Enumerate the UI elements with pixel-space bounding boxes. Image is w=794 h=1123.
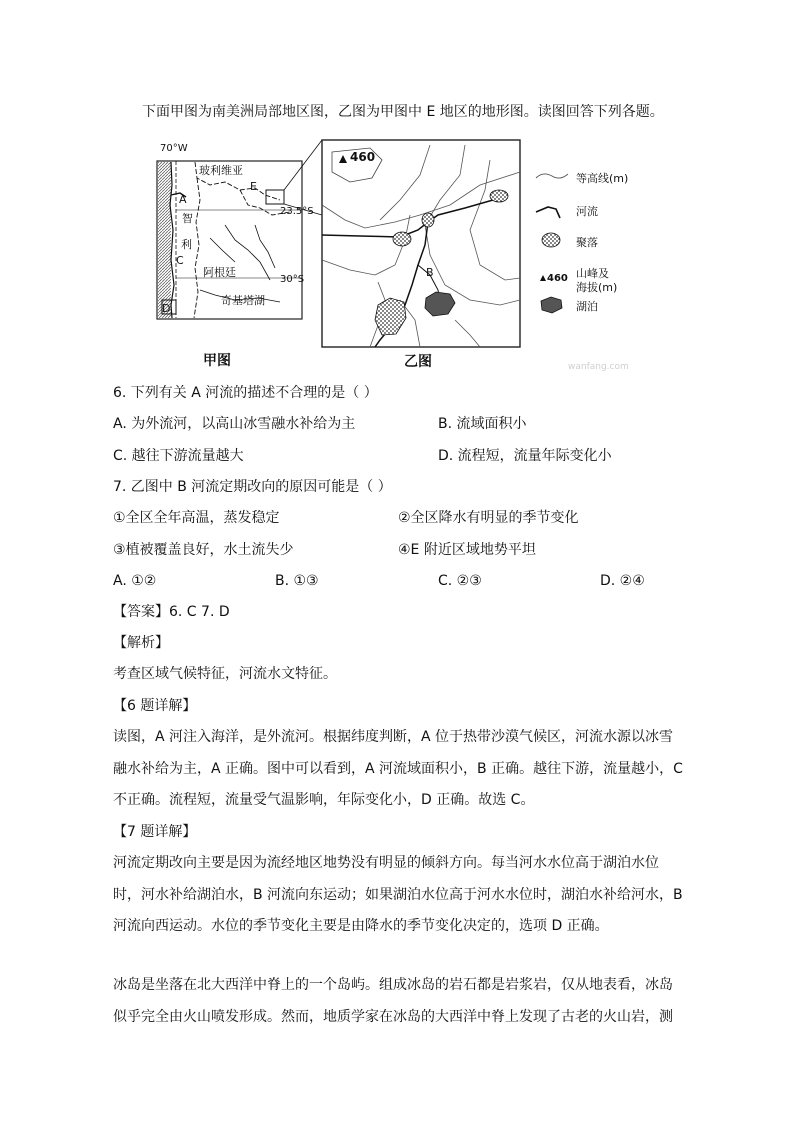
- q7-option-c: C. ②③: [438, 573, 482, 589]
- label-23-5s: 23.5°S: [280, 206, 314, 217]
- zoom-line-top: [284, 140, 322, 190]
- legend-settlement-label: 聚落: [576, 236, 598, 249]
- peak-triangle: [339, 155, 347, 163]
- q6-detail-text: 读图，A 河注入海洋，是外流河。根据纬度判断，A 位于热带沙漠气候区，河流水源以冰雪融水补给为主，A 正确。图中可以看到，A 河流域面积小，B 正确。越往下游，流量越小，C 不正确。流程短，流量受气温影响，年际变化小，D 正确。故选 C。: [113, 729, 683, 808]
- q6-option-c: C. 越往下游流量越大: [113, 448, 244, 464]
- label-peak-460: 460: [350, 150, 376, 164]
- q7-detail-text: 河流定期改向主要是因为流经地区地势没有明显的倾斜方向。每当河水水位高于湖泊水位时，河水补给湖泊水，B 河流向东运动；如果湖泊水位高于河水水位时，湖泊水补给河水，B 河流向西运动。水位的季节变化主要是由降水的季节变化决定的，选项 D 正确。: [113, 855, 683, 934]
- contour-2: [380, 145, 430, 220]
- legend: [536, 174, 568, 313]
- label-bolivia: 玻利维亚: [199, 164, 243, 177]
- legend-lake-label: 湖泊: [576, 300, 598, 313]
- label-a: A: [179, 193, 187, 206]
- contour-8: [455, 320, 480, 347]
- q6-option-d: D. 流程短，流量年际变化小: [438, 448, 612, 464]
- river-east-2: [255, 225, 275, 268]
- border-chile-argentina: [194, 178, 200, 318]
- analysis-text: 考查区域气候特征，河流水文特征。: [113, 666, 337, 682]
- intro-text: 下面甲图为南美洲局部地区图，乙图为甲图中 E 地区的地形图。读图回答下列各题。: [142, 104, 664, 120]
- iceland-passage: 冰岛是坐落在北大西洋中脊上的一个岛屿。组成冰岛的岩石都是岩浆岩，仅从地表看，冰岛似乎完全由火山喷发形成。然而，地质学家在冰岛的大西洋中脊上发现了古老的火山岩，测: [113, 977, 673, 1025]
- region-e-box: [266, 190, 284, 204]
- label-c: C: [176, 254, 184, 267]
- contour-3: [425, 145, 520, 305]
- settlement-2: [422, 213, 434, 227]
- label-30s: 30°S: [280, 274, 305, 285]
- legend-river-label: 河流: [576, 205, 598, 218]
- legend-peak-value: 460: [547, 273, 568, 284]
- q7-statement-4: ④E 附近区域地势平坦: [398, 542, 536, 558]
- q7-statement-3: ③植被覆盖良好，水土流失少: [113, 542, 294, 558]
- watermark: wanfang.com: [568, 362, 629, 372]
- label-argentina: 阿根廷: [203, 266, 236, 279]
- legend-peak-label-1: 山峰及: [576, 267, 609, 280]
- q7-option-b: B. ①③: [275, 573, 319, 589]
- legend-contour-symbol: [536, 174, 568, 178]
- legend-peak-label-2: 海拔(m): [576, 281, 618, 294]
- settlement-4: [375, 298, 406, 335]
- legend-contour-label: 等高线(m): [576, 172, 629, 185]
- settlement-3: [490, 190, 508, 202]
- q6-detail-heading: 【6 题详解】: [113, 698, 197, 714]
- legend-peak-symbol: [540, 275, 546, 281]
- river-east-3: [210, 238, 235, 262]
- ocean-area: [158, 162, 171, 318]
- q7-option-d: D. ②④: [600, 573, 645, 589]
- label-e: E: [250, 180, 257, 193]
- lake-b: [425, 292, 455, 316]
- label-70w: 70°W: [160, 143, 188, 154]
- q6-option-b: B. 流域面积小: [438, 416, 527, 432]
- label-lake: 奇基塔湖: [221, 294, 265, 307]
- answer-line: 【答案】6. C 7. D: [113, 604, 230, 620]
- q6-stem: 6. 下列有关 A 河流的描述不合理的是（ ）: [113, 385, 378, 401]
- caption-jia: 甲图: [203, 353, 231, 369]
- q7-statement-1: ①全区全年高温，蒸发稳定: [113, 510, 280, 526]
- label-d: D: [162, 302, 171, 315]
- label-b: B: [426, 266, 434, 279]
- settlement-1: [393, 232, 411, 246]
- analysis-heading: 【解析】: [113, 635, 169, 651]
- legend-lake-symbol: [541, 297, 562, 313]
- q7-statement-2: ②全区降水有明显的季节变化: [398, 510, 579, 526]
- caption-yi: 乙图: [404, 354, 432, 370]
- contour-4: [470, 160, 520, 280]
- q7-stem: 7. 乙图中 B 河流定期改向的原因可能是（ ）: [113, 479, 392, 495]
- label-chile-2: 利: [181, 238, 192, 251]
- legend-river-symbol: [536, 207, 560, 218]
- q7-detail-heading: 【7 题详解】: [113, 824, 197, 840]
- q7-option-a: A. ①②: [113, 573, 157, 589]
- legend-settlement-symbol: [542, 233, 560, 247]
- q6-option-a: A. 为外流河，以高山冰雪融水补给为主: [113, 416, 356, 432]
- label-chile-1: 智: [182, 212, 193, 225]
- map-yi: [322, 140, 520, 347]
